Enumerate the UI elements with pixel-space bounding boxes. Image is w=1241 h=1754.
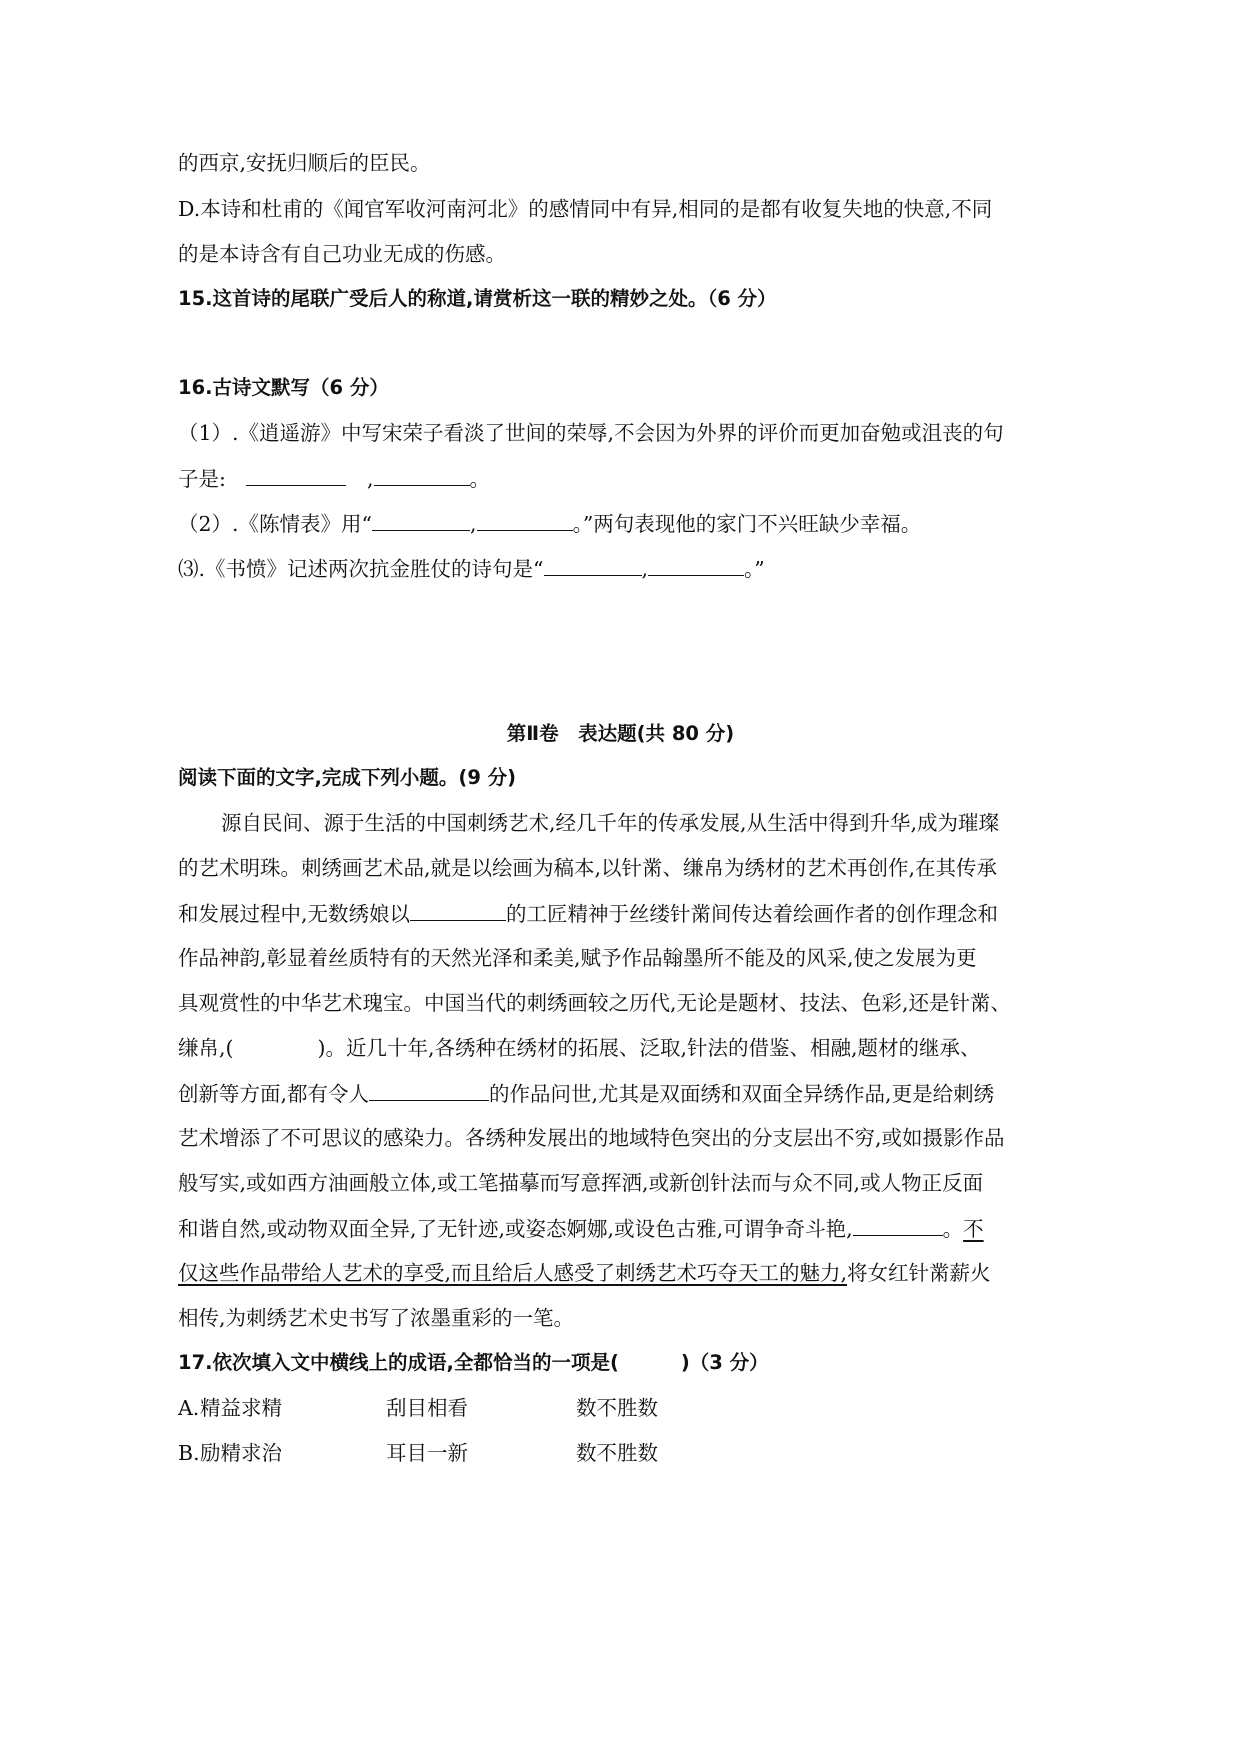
passage-text: 的工匠精神于丝缕针黹间传达着绘画作者的创作理念和	[506, 902, 999, 926]
comma: ,	[366, 467, 374, 491]
answer-blank[interactable]	[369, 1078, 489, 1101]
option-c-continued: 的西京,安抚归顺后的臣民。	[178, 151, 431, 175]
answer-blank[interactable]	[374, 463, 470, 486]
passage-line5: 具观赏性的中华艺术瑰宝。中国当代的刺绣画较之历代,无论是题材、技法、色彩,还是针黹、	[178, 991, 1012, 1015]
option-word: 精益求精	[200, 1396, 282, 1420]
passage-text: 和发展过程中,无数绣娘以	[178, 902, 411, 926]
answer-blank[interactable]	[648, 553, 744, 576]
answer-blank[interactable]	[372, 508, 470, 531]
passage-text: 。	[942, 1217, 964, 1241]
question-17-stem: 17.依次填入文中横线上的成语,全都恰当的一项是(	[178, 1351, 619, 1374]
q16-item1-line2	[178, 463, 490, 494]
passage-line2: 的艺术明珠。刺绣画艺术品,就是以绘画为稿本,以针黹、缣帛为绣材的艺术再创作,在其传承	[178, 856, 998, 880]
passage-line10	[178, 1213, 984, 1244]
passage-line1: 源自民间、源于生活的中国刺绣艺术,经几千年的传承发展,从生活中得到升华,成为璀璨	[221, 811, 1000, 835]
answer-blank[interactable]	[544, 553, 642, 576]
passage-line11	[178, 1258, 991, 1288]
question-17-score: )（3 分）	[680, 1351, 769, 1374]
q16-item2	[178, 508, 921, 539]
q16-item2-prefix: （2）.《陈情表》用“	[178, 512, 373, 536]
q16-item3	[178, 553, 765, 584]
passage-line8: 艺术增添了不可思议的感染力。各绣种发展出的地域特色突出的分支层出不穷,或如摄影作品	[178, 1126, 1005, 1150]
passage-text: 缣帛,(	[178, 1036, 234, 1060]
underlined-sentence: 不	[963, 1217, 984, 1241]
period: 。	[469, 467, 491, 491]
option-d-line2: 的是本诗含有自己功业无成的伤感。	[178, 242, 506, 266]
option-word: 励精求治	[200, 1441, 282, 1465]
passage-line7	[178, 1078, 994, 1109]
answer-blank[interactable]	[246, 463, 346, 486]
question-15: 15.这首诗的尾联广受后人的称道,请赏析这一联的精妙之处。（6 分）	[178, 287, 777, 310]
q16-item3-prefix: ⑶.《书愤》记述两次抗金胜仗的诗句是“	[178, 557, 544, 581]
passage-line3	[178, 898, 998, 929]
answer-blank[interactable]	[853, 1213, 943, 1236]
passage-line6	[178, 1033, 981, 1063]
passage-text: 将女红针黹薪火	[847, 1261, 991, 1285]
option-word: 数不胜数	[576, 1396, 658, 1420]
section-title: 第Ⅱ卷 表达题(共 80 分)	[506, 722, 735, 745]
q16-item1-prefix: 子是:	[178, 467, 226, 491]
comma: ,	[470, 512, 477, 536]
passage-line9: 般写实,或如西方油画般立体,或工笔描摹而写意挥洒,或新创针法而与众不同,或人物正反面	[178, 1171, 984, 1195]
passage-text: 创新等方面,都有令人	[178, 1082, 370, 1106]
passage-line4: 作品神韵,彰显着丝质特有的天然光泽和柔美,赋予作品翰墨所不能及的风采,使之发展为更	[178, 946, 977, 970]
reading-intro: 阅读下面的文字,完成下列小题。(9 分)	[178, 766, 517, 789]
question-16-heading: 16.古诗文默写（6 分）	[178, 376, 389, 399]
underlined-sentence: 仅这些作品带给人艺术的享受,而且给后人感受了刺绣艺术巧夺天工的魅力,	[178, 1261, 848, 1285]
comma: ,	[641, 557, 649, 581]
passage-text: )。近几十年,各绣种在绣材的拓展、泛取,针法的借鉴、相融,题材的继承、	[317, 1036, 981, 1060]
passage-text: 的作品问世,尤其是双面绣和双面全异绣作品,更是给刺绣	[489, 1082, 995, 1106]
question-17	[178, 1348, 769, 1378]
answer-blank[interactable]	[477, 508, 573, 531]
passage-line12: 相传,为刺绣艺术史书写了浓墨重彩的一笔。	[178, 1306, 575, 1330]
q16-item3-suffix: 。”	[744, 557, 765, 581]
q16-item1-line1: （1）.《逍遥游》中写宋荣子看淡了世间的荣辱,不会因为外界的评价而更加奋勉或沮丧的句	[178, 421, 1004, 445]
answer-blank[interactable]	[410, 898, 506, 921]
option-d-line1: D.本诗和杜甫的《闻官军收河南河北》的感情同中有异,相同的是都有收复失地的快意,不同	[178, 197, 993, 221]
option-word: 数不胜数	[576, 1441, 658, 1465]
option-word: 耳目一新	[386, 1441, 468, 1465]
option-word: 刮目相看	[386, 1396, 468, 1420]
passage-text: 和谐自然,或动物双面全异,了无针迹,或姿态婀娜,或设色古雅,可谓争奇斗艳,	[178, 1217, 853, 1241]
q16-item2-suffix: 。”两句表现他的家门不兴旺缺少幸福。	[572, 512, 922, 536]
